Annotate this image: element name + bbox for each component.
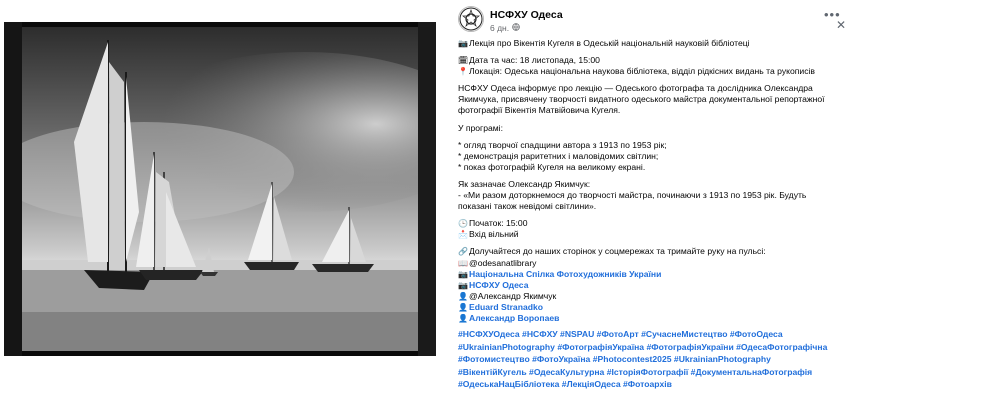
- hashtag-line: [458, 353, 838, 366]
- location-line: [458, 66, 838, 77]
- post-timestamp[interactable]: [490, 23, 520, 33]
- program-item: * демонстрація раритетних і маловідомих світлин;: [458, 150, 659, 161]
- hashtag-link[interactable]: #ВікентійКугель: [458, 366, 527, 377]
- post-panel: [446, 0, 846, 409]
- page-avatar[interactable]: [458, 6, 484, 32]
- date-line: [458, 55, 838, 66]
- hashtag-link[interactable]: #ФотографіяУкраїна: [557, 341, 645, 352]
- hashtag-line: [458, 378, 838, 391]
- link-icon: 🔗: [458, 247, 468, 257]
- post-title: Лекція про Вікентія Кугеля в Одеській національній науковій бібліотеці: [469, 38, 750, 48]
- hashtag-link[interactable]: #ІсторіяФотографії: [606, 366, 689, 377]
- post-header: [458, 4, 846, 38]
- hashtag-line: [458, 341, 838, 354]
- camera-icon: 📷: [458, 280, 468, 290]
- hashtag-line: [458, 328, 838, 341]
- nsfhu-logo-icon: [459, 7, 483, 31]
- program-item: * огляд творчої спадщини автора з 1913 по 1953 рік;: [458, 139, 667, 150]
- hashtag-link[interactable]: #Photocontest2025: [592, 354, 672, 365]
- social-item: [458, 313, 838, 324]
- hashtag-line: [458, 366, 838, 379]
- start-line: [458, 218, 838, 229]
- location-text: Локація: Одеська національна наукова бібліотека, відділ рідкісних видань та рукописів: [469, 66, 815, 77]
- person-icon: 👤: [458, 291, 468, 301]
- entry-text: Вхід вільний: [469, 229, 519, 240]
- schedule-section: [458, 218, 838, 240]
- quote-line: показані також невідомі світлини».: [458, 201, 597, 212]
- post-title-line: [458, 38, 838, 49]
- hashtag-link[interactable]: #ФотоУкраїна: [532, 354, 591, 365]
- hashtag-link[interactable]: #ОдеськаНацБібліотека: [458, 379, 560, 390]
- close-icon[interactable]: ✕: [836, 18, 847, 32]
- social-handle: @Александр Якимчук: [469, 290, 557, 301]
- camera-icon: 📷: [458, 39, 468, 48]
- envelope-icon: 📩: [458, 230, 468, 240]
- hashtag-link[interactable]: #NSPAU: [560, 329, 595, 340]
- hashtag-link[interactable]: #ДокументальнаФотографія: [690, 366, 813, 377]
- intro-paragraph: [458, 83, 838, 116]
- hashtag-link[interactable]: #ОдесаКультурна: [529, 366, 605, 377]
- intro-line: Якимчука, присвячену творчості видатного одеського майстра документальної репортажної: [458, 94, 825, 105]
- social-link[interactable]: Eduard Stranadko: [469, 301, 544, 312]
- hashtag-link[interactable]: #Фотоархів: [623, 379, 672, 390]
- intro-line: фотографії Вікентія Матвійовича Кугеля.: [458, 105, 621, 116]
- entry-line: [458, 229, 838, 240]
- more-options-button[interactable]: •••: [824, 7, 841, 22]
- hashtag-link[interactable]: #ФотоАрт: [596, 329, 639, 340]
- hashtag-link[interactable]: #ФотоОдеса: [729, 329, 783, 340]
- hashtag-link[interactable]: #ОдесаФотографічна: [736, 341, 828, 352]
- quote-heading: Як зазначає Олександр Якимчук:: [458, 178, 591, 189]
- hashtag-link[interactable]: #Фотомистецтво: [458, 354, 530, 365]
- social-link[interactable]: Національна Спілка Фотохудожників України: [469, 268, 662, 279]
- social-item: [458, 269, 838, 280]
- social-text: Долучайтеся до наших сторінок у соцмережах та тримайте руку на пульсі:: [469, 246, 766, 257]
- person-icon: 👤: [458, 313, 468, 323]
- calendar-icon: 🗓: [458, 56, 469, 66]
- book-icon: 📖: [458, 258, 468, 268]
- start-text: Початок: 15:00: [469, 218, 528, 229]
- hashtag-link[interactable]: #ФотографіяУкраїни: [646, 341, 734, 352]
- post-body: [458, 38, 838, 391]
- intro-line: НСФХУ Одеса інформує про лекцію — Одеського фотографа та дослідника Олександра: [458, 83, 813, 94]
- quote-section: [458, 179, 838, 212]
- person-icon: 👤: [458, 302, 468, 312]
- photo-pane: [0, 0, 446, 409]
- camera-icon: 📷: [458, 269, 468, 279]
- hashtags-block: [458, 328, 838, 391]
- clock-icon: 🕒: [458, 219, 468, 229]
- pin-icon: 📍: [458, 67, 468, 77]
- social-item: [458, 258, 838, 269]
- globe-icon: [512, 23, 520, 33]
- social-item: [458, 302, 838, 313]
- program-item: * показ фотографій Кугеля на великому екрані.: [458, 161, 646, 172]
- hashtag-link[interactable]: #НСФХУ: [522, 329, 558, 340]
- page-name-link[interactable]: НСФХУ Одеса: [490, 9, 563, 21]
- social-link[interactable]: НСФХУ Одеса: [469, 279, 529, 290]
- program-list: [458, 140, 838, 173]
- social-link[interactable]: Александр Воропаев: [469, 312, 560, 323]
- social-line: [458, 246, 838, 257]
- date-text: Дата та час: 18 листопада, 15:00: [469, 55, 600, 66]
- program-section: [458, 123, 838, 134]
- program-heading: У програмі:: [458, 122, 503, 133]
- quote-line: - «Ми разом доторкнемося до творчості майстра, починаючи з 1913 по 1953 рік. Будуть: [458, 190, 807, 201]
- post-time-text: 6 дн.: [490, 23, 510, 33]
- hashtag-link[interactable]: #UkrainianPhotography: [458, 341, 555, 352]
- post-photo[interactable]: [4, 22, 436, 356]
- event-details: [458, 55, 838, 77]
- social-section: [458, 246, 838, 324]
- social-handle: @odesanatlibrary: [469, 257, 537, 268]
- hashtag-link[interactable]: #ЛекціяОдеса: [561, 379, 621, 390]
- hashtag-link[interactable]: #СучаснеМистецтво: [641, 329, 728, 340]
- hashtag-link[interactable]: #UkrainianPhotography: [673, 354, 771, 365]
- social-item: [458, 291, 838, 302]
- social-item: [458, 280, 838, 291]
- hashtag-link[interactable]: #НСФХУОдеса: [458, 329, 520, 340]
- sailboats-photo: [4, 22, 436, 356]
